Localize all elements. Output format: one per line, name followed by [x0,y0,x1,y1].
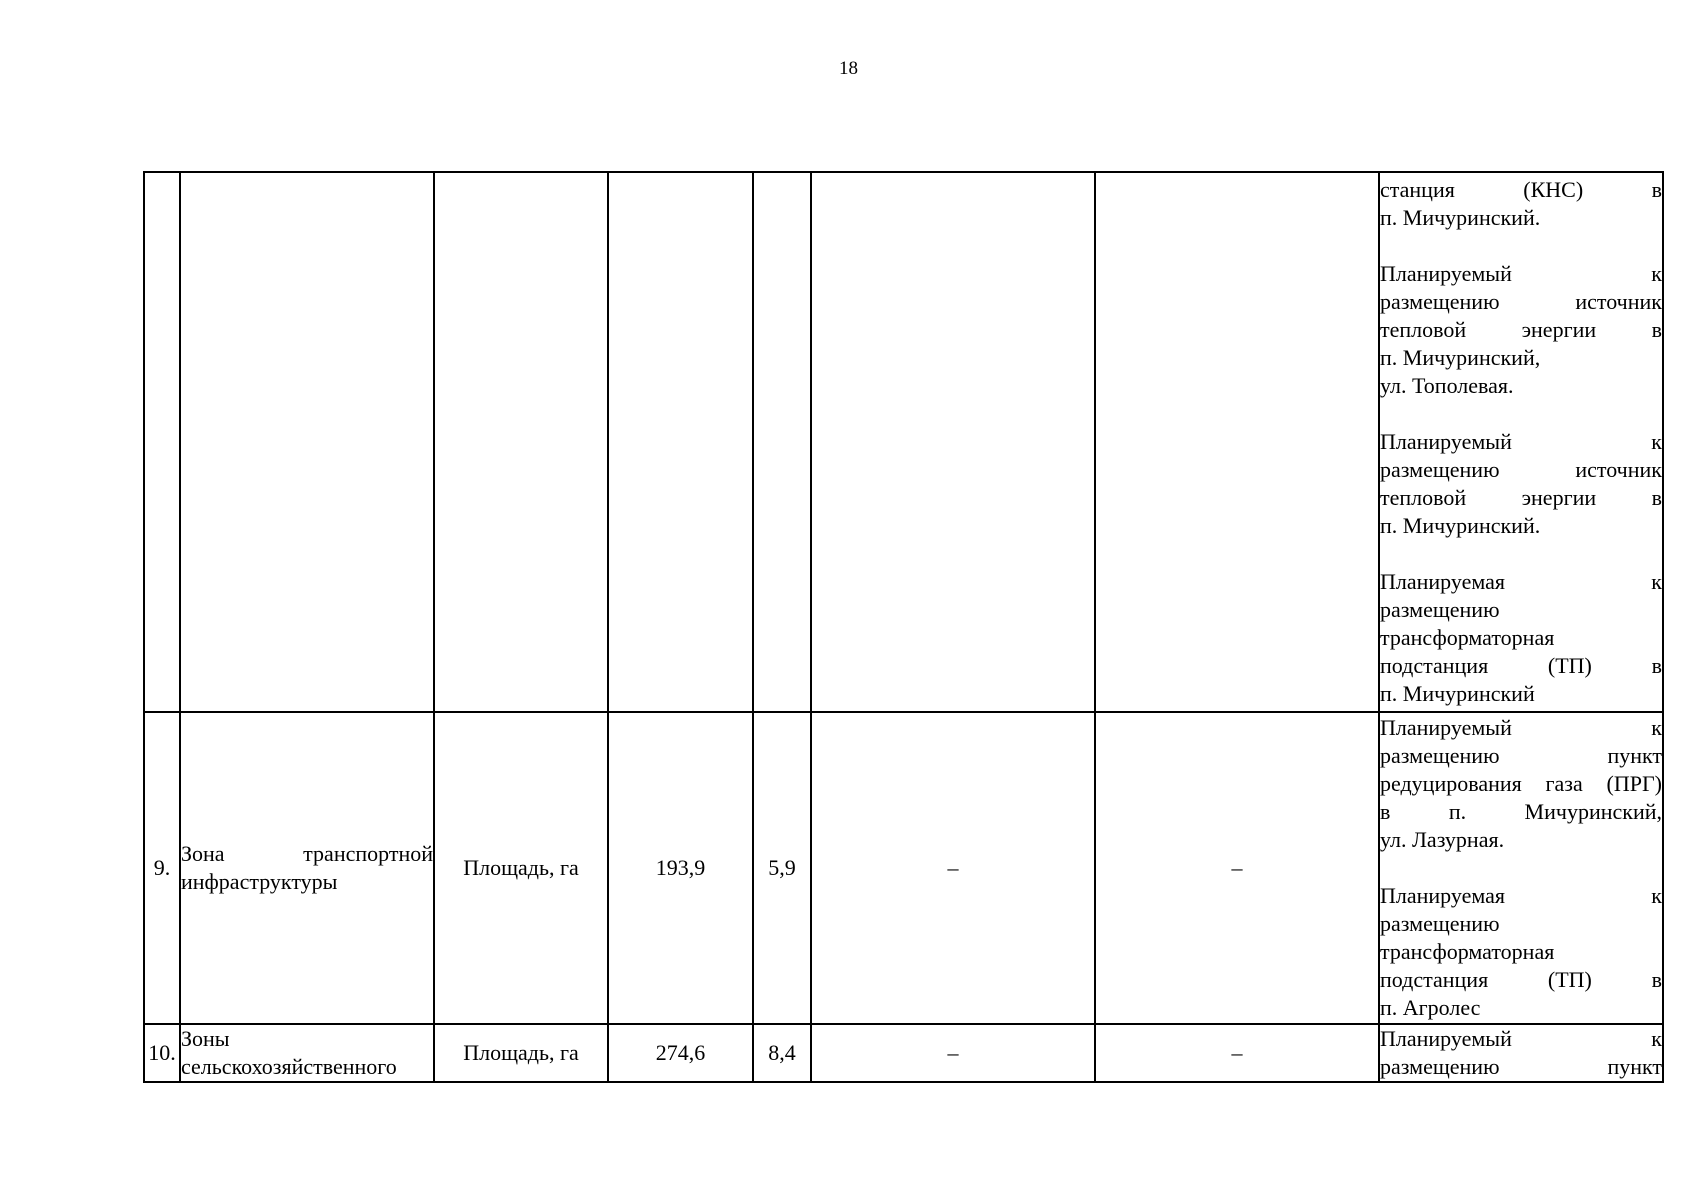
text-line: размещению пункт [1380,743,1662,768]
col7-cell [1095,172,1379,712]
col7-cell: – [1095,712,1379,1024]
zone-name [180,1024,434,1082]
text-line: трансформаторная [1380,625,1555,650]
planned-object-paragraph [1380,1025,1662,1081]
text-line: Планируемая к [1380,569,1662,594]
text-line: Зоны [181,1026,230,1051]
indicator-cell: Площадь, га [434,1024,608,1082]
text-line: ул. Тополевая. [1380,373,1514,398]
zones-table [143,171,1664,1083]
col6-cell [811,172,1095,712]
row-number: 9. [144,712,180,1024]
paragraph-gap [1380,854,1662,882]
page-number: 18 [839,58,858,79]
text-line: тепловой энергии в [1380,485,1662,510]
text-line: Зона транспортной [181,841,433,866]
row-number: 10. [144,1024,180,1082]
percent-cell [753,172,811,712]
text-line: подстанция (ТП) в [1380,967,1662,992]
col7-cell: – [1095,1024,1379,1082]
text-line: тепловой энергии в [1380,317,1662,342]
paragraph-gap [1380,232,1662,260]
col6-cell: – [811,1024,1095,1082]
table-row [144,172,1663,712]
planned-objects-cell [1379,1024,1663,1082]
text-line: ул. Лазурная. [1380,827,1505,852]
text-line: инфраструктуры [181,869,338,894]
paragraph-gap [1380,400,1662,428]
value-cell: 274,6 [608,1024,753,1082]
zone-name [180,712,434,1024]
text-line: подстанция (ТП) в [1380,653,1662,678]
row-number [144,172,180,712]
text-line: Планируемая к [1380,883,1662,908]
col6-cell: – [811,712,1095,1024]
text-line: размещению [1380,597,1500,622]
percent-cell: 8,4 [753,1024,811,1082]
text-line: п. Агролес [1380,995,1481,1020]
text-line: размещению [1380,911,1500,936]
planned-object-paragraph [1380,882,1662,1022]
text-line: Планируемый к [1380,715,1662,740]
text-line: п. Мичуринский, [1380,345,1541,370]
text-line: размещению пункт [1380,1054,1662,1079]
text-line: Планируемый к [1380,261,1662,286]
planned-objects-cell [1379,712,1663,1024]
text-line: сельскохозяйственного [181,1054,397,1079]
zone-name [180,172,434,712]
text-line: п. Мичуринский. [1380,513,1541,538]
planned-object-paragraph [1380,428,1662,540]
text-line: редуцирования газа (ПРГ) [1380,771,1662,796]
percent-cell: 5,9 [753,712,811,1024]
text-line: Планируемый к [1380,1026,1662,1051]
indicator-cell [434,172,608,712]
planned-object-paragraph [1380,176,1662,232]
text-line: размещению источник [1380,457,1662,482]
table-row [144,1024,1663,1082]
text-line: трансформаторная [1380,939,1555,964]
value-cell [608,172,753,712]
value-cell: 193,9 [608,712,753,1024]
table-row [144,712,1663,1024]
text-line: в п. Мичуринский, [1380,799,1662,824]
text-line: станция (КНС) в [1380,177,1662,202]
planned-object-paragraph [1380,568,1662,708]
indicator-cell: Площадь, га [434,712,608,1024]
planned-object-paragraph [1380,714,1662,854]
text-line: п. Мичуринский [1380,681,1535,706]
text-line: Планируемый к [1380,429,1662,454]
paragraph-gap [1380,540,1662,568]
planned-objects-cell [1379,172,1663,712]
planned-object-paragraph [1380,260,1662,400]
text-line: п. Мичуринский. [1380,205,1541,230]
text-line: размещению источник [1380,289,1662,314]
